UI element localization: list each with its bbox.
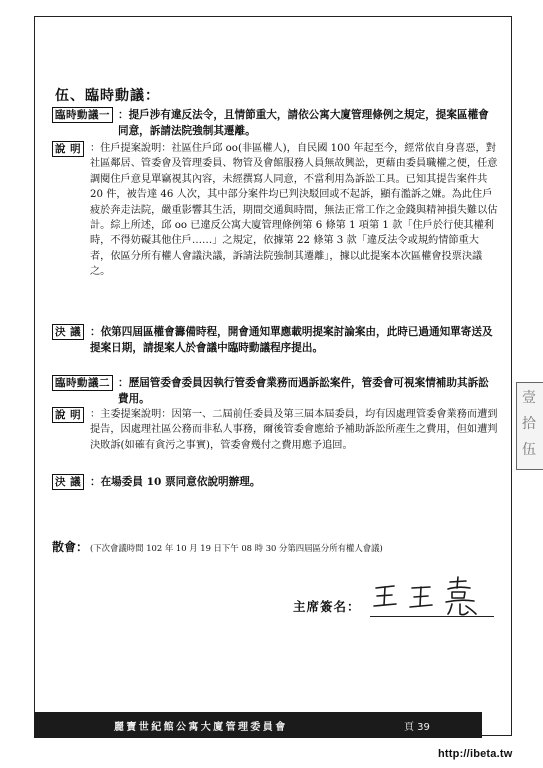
stamp-char-3: 伍 (522, 442, 536, 458)
motion-1-explanation: ：住戶提案說明：社區住戶邱 oo(非區權人)，自民國 100 年起至今，經常依自身喜惡，對社區鄰居、管委會及管理委員、物管及會館服務人員無故興訟，更藉由委員職權之便，任意調閱住戶意見單竊視其內容，未經撰寫人同意，不當利用為訴訟工具。已知其提告案件共 20 件，被告達 46 人次，其中部分案件均已判決駁回或不起訴，顯有濫訴之嫌。為此住戶疲於奔走法院，嚴重影響其生活，期間交通與時間，無法正常工作之金錢與精神損失難以估計。綜上所述，邱 oo 已違反公寓大廈管理條例第 6 條第 1 項第 1 款「住戶於行使其權利時，不得妨礙其他住戶……」之規定，依據第 22 條第 3 款「違反法令或規約情節重大者，依區分所有權人會議決議，訴請法院強制其遷離」，據以此提案本次區權會投票決議之。 (90, 143, 498, 278)
motion-1-tag: 臨時動議一 (52, 107, 113, 123)
motion-1-explain-tag: 說 明 (52, 141, 84, 157)
watermark-url: http://ibeta.tw (438, 748, 513, 760)
motion-2-title: ：歷屆管委會委員因執行管委會業務而遇訴訟案件，管委會可視案情補助其訴訟費用。 (118, 377, 489, 405)
motion-2-resolve-tag: 決 議 (52, 474, 84, 490)
motion-1-title: ：提戶涉有違反法令，且情節重大，請依公寓大廈管理條例之規定，提案區權會同意，訴請法院強制其遷離。 (118, 109, 489, 137)
adjourn-label: 散會： (52, 540, 89, 554)
adjourn-note: (下次會議時間 102 年 10 月 19 日下午 08 時 30 分第四屆區分所有權人會議) (90, 543, 383, 553)
motion-2-explanation: ：主委提案說明：因第一、二屆前任委員及第三屆本屆委員，均有因處理管委會業務而遭到提告，因處理社區公務而非私人事務，爾後管委會應給予補助訴訟所產生之費用，但如遭判決敗訴(如確有貪污之事實)，管委會幾付之費用應予追回。 (90, 409, 498, 451)
signature-line (370, 616, 494, 617)
motion-2-tag: 臨時動議二 (52, 375, 113, 391)
motion-2-resolution: ：在場委員 10 票同意依說明辦理。 (90, 476, 261, 488)
section-title: 伍、臨時動議： (55, 88, 160, 104)
footer-bar (34, 712, 482, 738)
handwritten-signature (368, 574, 494, 618)
footer-page-number: 頁 39 (404, 722, 430, 733)
footer-org-name: 麗寶世紀館公寓大廈管理委員會 (114, 722, 288, 733)
stamp-char-1: 壹 (522, 390, 536, 406)
adjourn-line (52, 538, 383, 555)
motion-1-resolution: ：依第四屆區權會籌備時程，開會通知單應載明提案討論案由，此時已過通知單寄送及提案日期，請提案人於會議中臨時動議程序提出。 (90, 326, 493, 354)
side-seal-stamp (516, 382, 543, 470)
motion-1-resolve-tag: 決 議 (52, 324, 84, 340)
stamp-char-2: 拾 (522, 416, 536, 432)
motion-2-explain-tag: 說 明 (52, 407, 84, 423)
chair-signature-label: 主席簽名： (293, 599, 361, 614)
